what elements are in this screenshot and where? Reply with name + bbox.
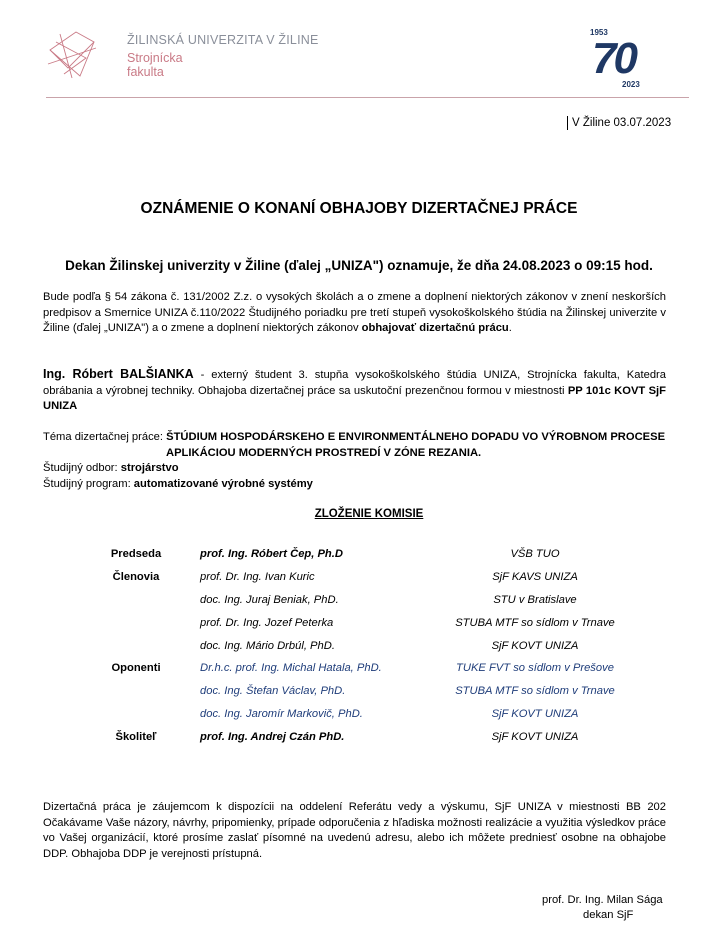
committee-row: [0, 731, 718, 749]
university-name: ŽILINSKÁ UNIVERZITA V ŽILINE: [127, 33, 319, 47]
dean-title: dekan SjF: [583, 909, 634, 921]
study-program-label: Študijný program:: [43, 477, 134, 490]
study-program-value: automatizované výrobné systémy: [133, 477, 313, 490]
committee-heading: ZLOŽENIE KOMISIE: [314, 508, 424, 520]
study-field-label: Študijný odbor:: [43, 462, 121, 474]
committee-row: [0, 571, 718, 589]
legal-basis-bold: obhajovať dizertačnú prácu: [361, 322, 509, 334]
committee-institution: VŠB TUO: [510, 548, 560, 560]
anniversary-end-year: 2023: [622, 80, 640, 89]
committee-person: prof. Dr. Ing. Ivan Kuric: [200, 571, 315, 583]
committee-row: [0, 640, 718, 658]
study-field: [43, 461, 683, 477]
committee-institution: SjF KOVT UNIZA: [491, 708, 579, 720]
committee-row: [0, 685, 718, 703]
anniversary-start-year: 1953: [590, 28, 608, 37]
committee-row: [0, 708, 718, 726]
candidate-paragraph: [43, 367, 666, 415]
uniza-logo-icon: [46, 28, 98, 85]
committee-institution: STUBA MTF so sídlom v Trnave: [455, 685, 615, 697]
closing-paragraph: Dizertačná práca je záujemcom k dispozícii na oddelení Referátu vedy a výskumu, SjF UNIZA v miestnosti BB 202 Očakávame Vaše názory, návrhy, pripomienky, prípade odporučenia z hľadiska možnosti realizácie a využitia výsledkov práce vo Vašej organizácií, ktoré prosíme zaslať písomné na uvedenú adresu, alebo ich môžete predniesť osobne na obhajobe DDP. Obhajoba DDP je verejnosti prístupná.: [43, 801, 666, 860]
committee-person: prof. Ing. Andrej Czán PhD.: [200, 731, 345, 743]
committee-person: doc. Ing. Juraj Beniak, PhD.: [200, 594, 339, 606]
faculty-name-line2: fakulta: [127, 65, 164, 79]
committee-role: Predseda: [110, 548, 162, 560]
thesis-topic-line2: APLIKÁCIOU MODERNÝCH PROSTREDÍ V ZÓNE REZANIA.: [166, 446, 482, 459]
committee-role: Členovia: [112, 571, 160, 583]
committee-person: doc. Ing. Štefan Václav, PhD.: [200, 685, 346, 697]
thesis-topic-label: Téma dizertačnej práce:: [43, 431, 167, 443]
committee-row: [0, 617, 718, 635]
committee-person: doc. Ing. Jaromír Markovič, PhD.: [200, 708, 363, 720]
committee-role: Oponenti: [111, 662, 161, 674]
study-field-value: strojárstvo: [120, 462, 179, 474]
committee-row: [0, 662, 718, 680]
committee-institution: TUKE FVT so sídlom v Prešove: [456, 662, 614, 674]
committee-institution: SjF KOVT UNIZA: [491, 640, 579, 652]
document-date: V Žiline 03.07.2023: [567, 116, 671, 130]
document-title: OZNÁMENIE O KONANÍ OBHAJOBY DIZERTAČNEJ PRÁCE: [140, 200, 578, 217]
legal-basis-paragraph: [43, 290, 666, 337]
committee-institution: STU v Bratislave: [493, 594, 577, 606]
candidate-name: Ing. Róbert BALŠIANKA: [43, 367, 194, 381]
committee-person: Dr.h.c. prof. Ing. Michal Hatala, PhD.: [200, 662, 382, 674]
committee-row: [0, 594, 718, 612]
committee-institution: SjF KAVS UNIZA: [492, 571, 578, 583]
thesis-topic: [43, 430, 683, 446]
committee-row: [0, 548, 718, 566]
thesis-info: [43, 430, 683, 492]
committee-person: doc. Ing. Mário Drbúl, PhD.: [200, 640, 335, 652]
signature-block: [520, 893, 680, 923]
committee-institution: SjF KOVT UNIZA: [491, 731, 579, 743]
announcement-subtitle: Dekan Žilinskej univerzity v Žiline (ďalej „UNIZA") oznamuje, že dňa 24.08.2023 o 09:15 hod.: [65, 258, 653, 273]
thesis-topic-line1: ŠTÚDIUM HOSPODÁRSKEHO E ENVIRONMENTÁLNEHO DOPADU VO VÝROBNOM PROCESE: [166, 431, 666, 443]
anniversary-number: 70: [592, 34, 635, 83]
committee-person: prof. Ing. Róbert Čep, Ph.D: [200, 548, 343, 560]
committee-institution: STUBA MTF so sídlom v Trnave: [455, 617, 615, 629]
header-divider: [46, 97, 689, 98]
candidate-text: - externý študent 3. stupňa vysokoškolského štúdia UNIZA, Strojnícka fakulta, Katedra obrábania a výrobnej techniky. Obhajoba dizertačnej práce sa uskutoční prezenčnou formou v miestnosti: [43, 369, 666, 397]
committee-person: prof. Dr. Ing. Jozef Peterka: [200, 617, 334, 629]
faculty-name-line1: Strojnícka: [127, 51, 183, 65]
anniversary-logo: [586, 22, 654, 90]
study-program: [43, 477, 683, 493]
defense-room: PP 101c KOVT SjF UNIZA: [43, 384, 666, 412]
legal-basis-text: Bude podľa § 54 zákona č. 131/2002 Z.z. o vysokých školách a o zmene a doplnení niektorých zákonov v znení neskorších predpisov a Smernice UNIZA č.110/2022 Študijného poriadku pre tretí stupeň vysokoškolského štúdia na Žilinskej univerzite v Žiline (ďalej „UNIZA") a o zmene a doplnení niektorých zákonov: [43, 291, 666, 334]
dean-name: prof. Dr. Ing. Milan Sága: [542, 894, 663, 906]
legal-basis-end: .: [508, 322, 512, 334]
faculty-name: [127, 51, 237, 79]
committee-role: Školiteľ: [115, 731, 157, 743]
